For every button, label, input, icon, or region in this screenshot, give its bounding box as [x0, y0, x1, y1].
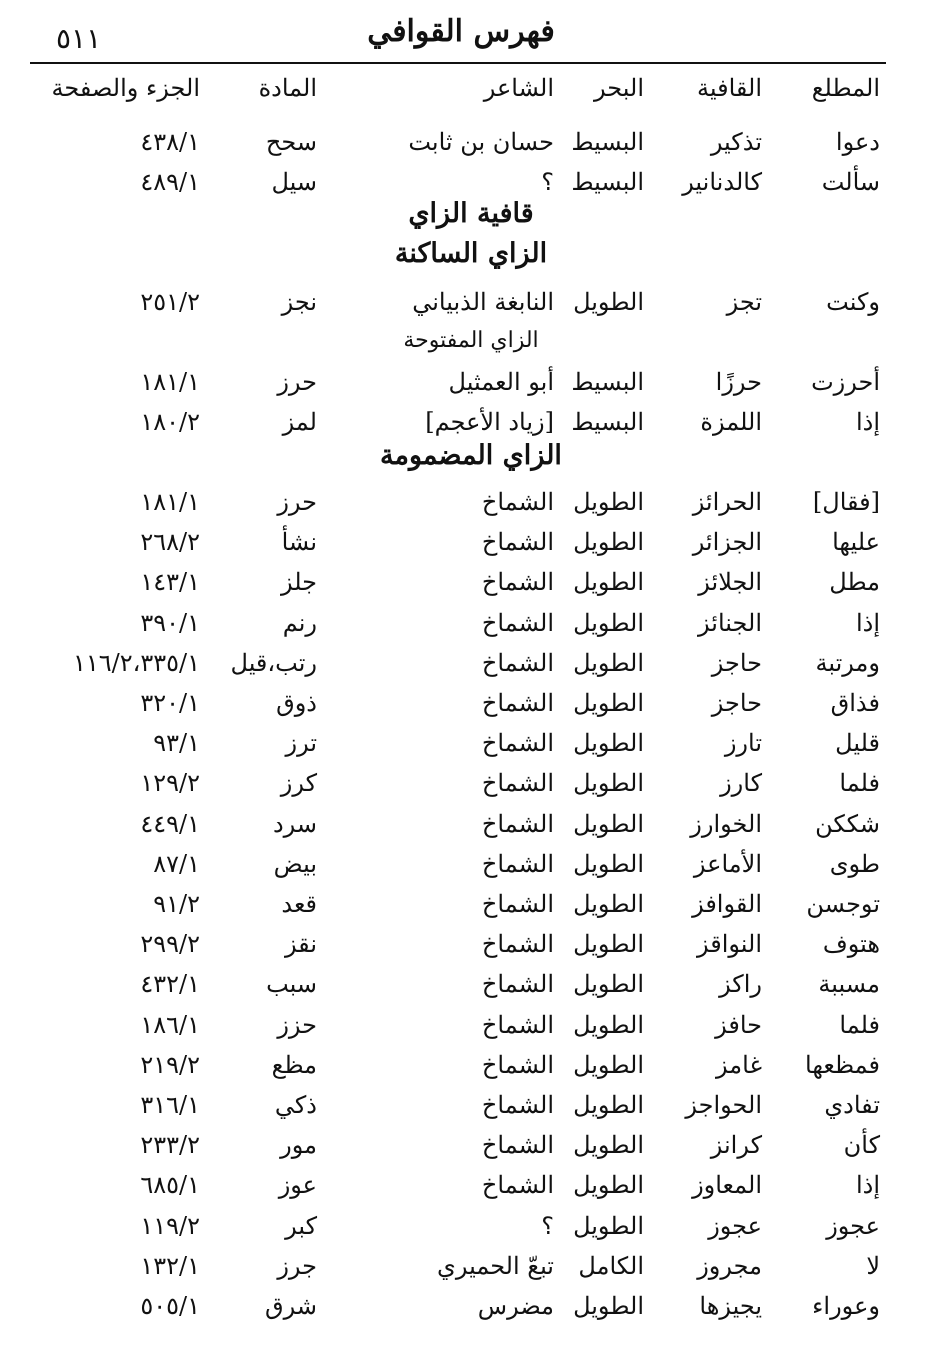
row-matla: طوى [829, 850, 880, 878]
row-madda: قعد [281, 890, 317, 918]
row-bahr: الطويل [573, 528, 644, 556]
row-matla: فلما [839, 1011, 880, 1039]
row-qafiya: مجروز [697, 1252, 762, 1280]
row-madda: ذكي [274, 1091, 317, 1119]
row-matla: [فقال] [812, 488, 880, 516]
row-qafiya: الخوارز [690, 810, 762, 838]
row-shaer: تبعّ الحميري [437, 1252, 554, 1280]
col-head-shaer: الشاعر [483, 74, 554, 102]
row-matla: لا [866, 1252, 880, 1280]
row-bahr: الطويل [573, 568, 644, 596]
subsection-madmuma: الزاي المضمومة [380, 440, 562, 471]
row-madda: نشأ [281, 528, 317, 556]
row-matla: إذا [855, 1171, 880, 1199]
row-matla: أحرزت [811, 368, 880, 396]
row-matla: ومرتبة [815, 649, 880, 677]
col-head-matla: المطلع [811, 74, 880, 102]
row-page-ref: ٣٩٠/١ [140, 609, 200, 637]
row-shaer: ؟ [541, 1212, 554, 1240]
row-matla: إذا [855, 609, 880, 637]
row-shaer: الشماخ [481, 930, 554, 958]
row-page-ref: ٢٣٣/٢ [140, 1131, 200, 1159]
row-madda: حزز [277, 1011, 317, 1039]
row-bahr: الطويل [573, 850, 644, 878]
row-page-ref: ٩٣/١ [153, 729, 200, 757]
row-matla: قليل [835, 729, 880, 757]
row-shaer: الشماخ [481, 528, 554, 556]
row-shaer: الشماخ [481, 890, 554, 918]
row-matla: مسببة [818, 970, 880, 998]
row-madda: بيض [273, 850, 317, 878]
row-qafiya: حاجز [711, 689, 762, 717]
row-bahr: الطويل [573, 1212, 644, 1240]
row-matla: فذاق [830, 689, 880, 717]
row-matla: عجوز [826, 1212, 880, 1240]
row-matla: عليها [832, 528, 880, 556]
row-shaer: الشماخ [481, 649, 554, 677]
row-madda: كبر [285, 1212, 317, 1240]
row-bahr: الطويل [573, 769, 644, 797]
subsection-maftuha: الزاي المفتوحة [403, 328, 539, 353]
row-matla: فلما [839, 769, 880, 797]
row-bahr: الطويل [573, 488, 644, 516]
row-madda: جلز [280, 568, 317, 596]
row-qafiya: تجز [726, 288, 762, 316]
row-qafiya: الأماعز [693, 850, 762, 878]
row-page-ref: ١٣٢/١ [140, 1252, 200, 1280]
row-page-ref: ٥٠٥/١ [140, 1292, 200, 1320]
row-matla: مطل [829, 568, 880, 596]
row-shaer: النابغة الذبياني [412, 288, 554, 316]
row-page-ref: ١٢٩/٢ [140, 769, 200, 797]
row-qafiya: حاجز [711, 649, 762, 677]
row-matla: هتوف [822, 930, 880, 958]
header-rule [30, 62, 886, 64]
row-bahr: الطويل [573, 1292, 644, 1320]
row-page-ref: ٦٨٥/١ [140, 1171, 200, 1199]
row-bahr: الطويل [573, 810, 644, 838]
row-madda: عوز [278, 1171, 317, 1199]
row-bahr: البسيط [571, 408, 644, 436]
row-bahr: الطويل [573, 649, 644, 677]
row-qafiya: عجوز [708, 1212, 762, 1240]
row-qafiya: حافز [715, 1011, 762, 1039]
row-matla: دعوا [835, 128, 880, 156]
row-bahr: الطويل [573, 890, 644, 918]
row-shaer: الشماخ [481, 1171, 554, 1199]
col-head-juz: الجزء والصفحة [51, 74, 200, 102]
row-shaer: الشماخ [481, 609, 554, 637]
row-page-ref: ٣١٦/١ [140, 1091, 200, 1119]
row-qafiya: الجنائز [698, 609, 762, 637]
row-page-ref: ١٨٦/١ [140, 1011, 200, 1039]
row-shaer: الشماخ [481, 568, 554, 596]
row-shaer: الشماخ [481, 1011, 554, 1039]
section-subtitle: الزاي الساكنة [394, 238, 548, 269]
row-qafiya: تذكير [710, 128, 762, 156]
row-qafiya: تارز [724, 729, 762, 757]
row-page-ref: ٤٣٢/١ [140, 970, 200, 998]
row-qafiya: الحرائز [692, 488, 762, 516]
row-matla: فمظعها [805, 1051, 880, 1079]
row-madda: مور [280, 1131, 317, 1159]
row-shaer: الشماخ [481, 970, 554, 998]
row-bahr: الطويل [573, 970, 644, 998]
row-page-ref: ١١٦/٢،٣٣٥/١ [72, 649, 200, 677]
row-qafiya: راكز [719, 970, 762, 998]
running-title: فهرس القوافي [367, 14, 555, 49]
row-shaer: حسان بن ثابت [408, 128, 554, 156]
row-madda: كرز [280, 769, 317, 797]
row-matla: وعوراء [812, 1292, 880, 1320]
row-matla: توجسن [806, 890, 880, 918]
row-page-ref: ١٨٠/٢ [140, 408, 200, 436]
row-qafiya: المعاوز [692, 1171, 762, 1199]
row-page-ref: ٢٩٩/٢ [140, 930, 200, 958]
row-madda: ذوق [276, 689, 317, 717]
row-shaer: ؟ [541, 168, 554, 196]
row-bahr: الكامل [578, 1252, 644, 1280]
page-number: ٥١١ [56, 22, 102, 55]
row-madda: نقز [284, 930, 317, 958]
row-bahr: الطويل [573, 729, 644, 757]
row-qafiya: اللمزة [700, 408, 762, 436]
row-page-ref: ٢٥١/٢ [140, 288, 200, 316]
row-matla: كأن [843, 1131, 880, 1159]
row-bahr: البسيط [571, 368, 644, 396]
row-bahr: البسيط [571, 168, 644, 196]
row-shaer: الشماخ [481, 850, 554, 878]
row-qafiya: الحواجز [685, 1091, 762, 1119]
row-madda: ترز [285, 729, 317, 757]
row-bahr: الطويل [573, 288, 644, 316]
row-madda: حرز [277, 368, 317, 396]
row-bahr: الطويل [573, 1171, 644, 1199]
row-qafiya: حرزًا [715, 368, 762, 396]
row-bahr: الطويل [573, 689, 644, 717]
row-page-ref: ٣٢٠/١ [140, 689, 200, 717]
row-shaer: الشماخ [481, 810, 554, 838]
row-page-ref: ٨٧/١ [153, 850, 200, 878]
section-title: قافية الزاي [408, 198, 534, 229]
row-bahr: الطويل [573, 1091, 644, 1119]
row-shaer: الشماخ [481, 689, 554, 717]
row-page-ref: ١٤٣/١ [140, 568, 200, 596]
row-shaer: الشماخ [481, 1131, 554, 1159]
row-bahr: البسيط [571, 128, 644, 156]
row-shaer: أبو العمثيل [448, 368, 554, 396]
row-bahr: الطويل [573, 1011, 644, 1039]
row-shaer: الشماخ [481, 769, 554, 797]
row-madda: رتب،قيل [230, 649, 317, 677]
row-qafiya: كالدنانير [682, 168, 762, 196]
row-qafiya: يجيزها [699, 1292, 762, 1320]
row-shaer: الشماخ [481, 729, 554, 757]
row-matla: تفادي [824, 1091, 880, 1119]
row-page-ref: ١٨١/١ [140, 368, 200, 396]
page-header [40, 10, 882, 62]
row-bahr: الطويل [573, 930, 644, 958]
row-shaer: [زياد الأعجم] [425, 408, 554, 436]
col-head-bahr: البحر [594, 74, 644, 102]
row-madda: سيل [271, 168, 317, 196]
col-head-madda: المادة [258, 74, 317, 102]
row-madda: حرز [277, 488, 317, 516]
row-madda: سحح [265, 128, 317, 156]
row-shaer: الشماخ [481, 488, 554, 516]
row-page-ref: ٤٨٩/١ [140, 168, 200, 196]
row-page-ref: ١٨١/١ [140, 488, 200, 516]
row-page-ref: ٢٦٨/٢ [140, 528, 200, 556]
row-page-ref: ٤٤٩/١ [140, 810, 200, 838]
row-shaer: الشماخ [481, 1051, 554, 1079]
row-page-ref: ٤٣٨/١ [140, 128, 200, 156]
row-shaer: مضرس [477, 1292, 554, 1320]
row-madda: رنم [282, 609, 317, 637]
row-matla: إذا [855, 408, 880, 436]
col-head-qafiya: القافية [696, 74, 762, 102]
row-madda: مظع [271, 1051, 317, 1079]
row-madda: سبب [266, 970, 317, 998]
row-matla: سألت [821, 168, 880, 196]
row-qafiya: كرانز [710, 1131, 762, 1159]
row-bahr: الطويل [573, 609, 644, 637]
row-bahr: الطويل [573, 1131, 644, 1159]
row-qafiya: كارز [720, 769, 762, 797]
row-qafiya: الجزائر [692, 528, 762, 556]
row-madda: جرز [277, 1252, 317, 1280]
row-madda: لمز [282, 408, 317, 436]
row-bahr: الطويل [573, 1051, 644, 1079]
row-matla: وكنت [826, 288, 880, 316]
row-qafiya: النواقز [696, 930, 762, 958]
row-page-ref: ٢١٩/٢ [140, 1051, 200, 1079]
row-page-ref: ١١٩/٢ [140, 1212, 200, 1240]
row-qafiya: غامز [716, 1051, 762, 1079]
row-shaer: الشماخ [481, 1091, 554, 1119]
row-madda: سرد [272, 810, 317, 838]
row-madda: شرق [265, 1292, 317, 1320]
row-qafiya: القوافز [692, 890, 762, 918]
row-qafiya: الجلائز [698, 568, 762, 596]
row-madda: نجز [281, 288, 317, 316]
row-page-ref: ٩١/٢ [153, 890, 200, 918]
row-matla: شككن [815, 810, 880, 838]
